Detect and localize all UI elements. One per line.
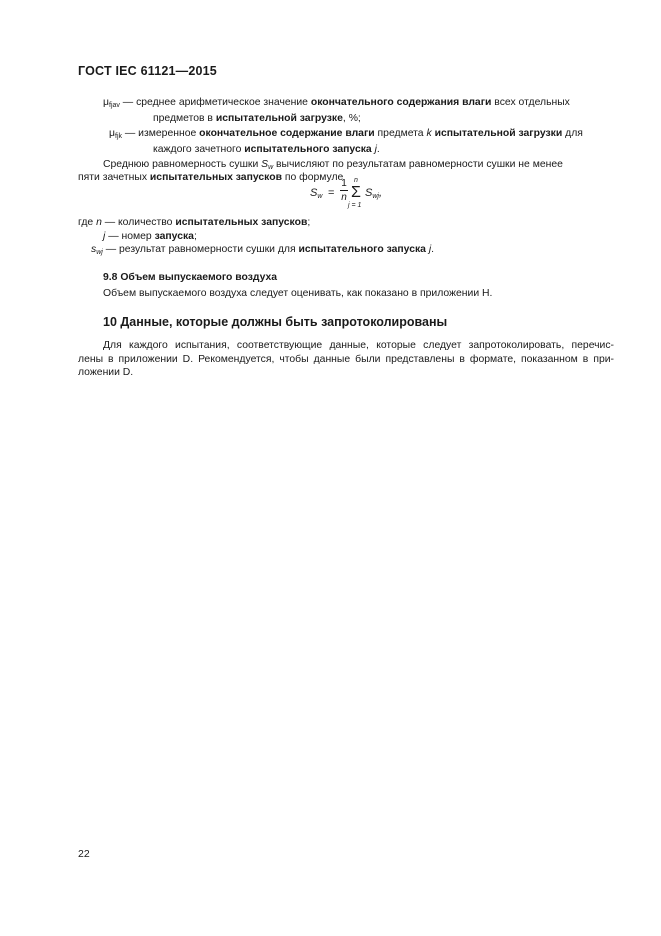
formula-end: , — [378, 187, 383, 199]
dash: — — [122, 128, 139, 139]
lhs-subscript: w — [317, 193, 323, 200]
section-10-title: 10 Данные, которые должны быть запротоколированы — [103, 315, 448, 329]
subscript: w — [268, 164, 274, 171]
section-10-line-2: лены в приложении D. Рекомендуется, чтобы данные были представлены в формате, показанном в при- — [78, 354, 614, 365]
formula-lhs — [310, 187, 322, 200]
section-9-8-text: Объем выпускаемого воздуха следует оценивать, как показано в приложении Н. — [103, 288, 493, 299]
section-10-line-3: ложении D. — [78, 367, 134, 378]
term: испытательного запуска — [298, 244, 426, 255]
text: Среднюю равномерность сушки — [103, 159, 262, 170]
term: окончательное содержание влаги — [199, 128, 375, 139]
term: запуска — [154, 231, 194, 242]
text: среднее арифметическое значение — [136, 97, 311, 108]
var-s: S — [261, 159, 269, 170]
where-n — [78, 216, 310, 229]
sigma-symbol: Σ — [351, 184, 361, 201]
text: для — [562, 128, 583, 139]
denominator: n — [341, 192, 347, 203]
term: окончательного содержания влаги — [310, 97, 492, 108]
where-swj — [91, 243, 434, 259]
text: ; — [307, 217, 311, 228]
fraction — [340, 178, 348, 203]
var-j: j — [374, 144, 377, 155]
text: — номер — [105, 231, 155, 242]
mu-subscript: fjav — [109, 102, 120, 109]
definition-mu-fjav-cont — [153, 112, 361, 125]
formula-sw — [310, 178, 400, 210]
text: . — [376, 144, 380, 155]
equals-sign: = — [328, 187, 335, 199]
page-number: 22 — [78, 848, 90, 860]
var-k: k — [426, 128, 432, 139]
text: пяти зачетных — [78, 172, 150, 183]
standard-header: ГОСТ IEC 61121—2015 — [78, 64, 217, 78]
term: испытательной загрузки — [434, 128, 563, 139]
term-subscript: wj — [372, 193, 379, 200]
var-n: n — [96, 217, 102, 228]
term: испытательного запуска — [244, 144, 372, 155]
mu-symbol: μ — [109, 128, 115, 139]
text: вычисляют по результатам равномерности сушки не менее — [273, 159, 563, 170]
section-10-line-1: Для каждого испытания, соответствующие данные, которые следует запротоколировать, перечис- — [103, 340, 614, 351]
text: предметов в — [153, 113, 216, 124]
term: испытательных запусков — [149, 172, 282, 183]
text: — количество — [101, 217, 176, 228]
mu-subscript: fjk — [115, 133, 122, 140]
mu-symbol: μ — [103, 97, 109, 108]
text: каждого зачетного — [153, 144, 245, 155]
subscript: wj — [96, 249, 103, 256]
dash: — — [119, 97, 137, 108]
text: ; — [193, 231, 197, 242]
var-s: s — [91, 244, 97, 255]
text: — результат равномерности сушки для — [102, 244, 299, 255]
definition-mu-fjk — [109, 127, 583, 143]
term: испытательных запусков — [175, 217, 308, 228]
text: , %; — [342, 113, 361, 124]
sum-upper-limit: n — [354, 177, 358, 184]
text: . — [431, 244, 435, 255]
where-j — [103, 230, 197, 243]
section-9-8-title: 9.8 Объем выпускаемого воздуха — [103, 272, 278, 283]
definition-mu-fjk-cont — [153, 143, 380, 156]
numerator: 1 — [341, 178, 347, 189]
term: испытательной загрузке — [215, 113, 343, 124]
text: где — [78, 217, 97, 228]
text: всех отдельных — [491, 97, 570, 108]
fraction-bar — [340, 190, 348, 191]
var-j: j — [103, 231, 106, 242]
sum-lower-limit: j = 1 — [348, 202, 362, 209]
text: по формуле — [281, 172, 344, 183]
var-j: j — [428, 244, 432, 255]
lhs-symbol: S — [310, 187, 318, 199]
paragraph-line-2 — [78, 171, 343, 184]
text: предмета — [374, 128, 427, 139]
definition-mu-fjav — [103, 96, 570, 112]
text: измеренное — [138, 128, 200, 139]
formula-term — [365, 187, 382, 200]
term-symbol: S — [365, 187, 373, 199]
